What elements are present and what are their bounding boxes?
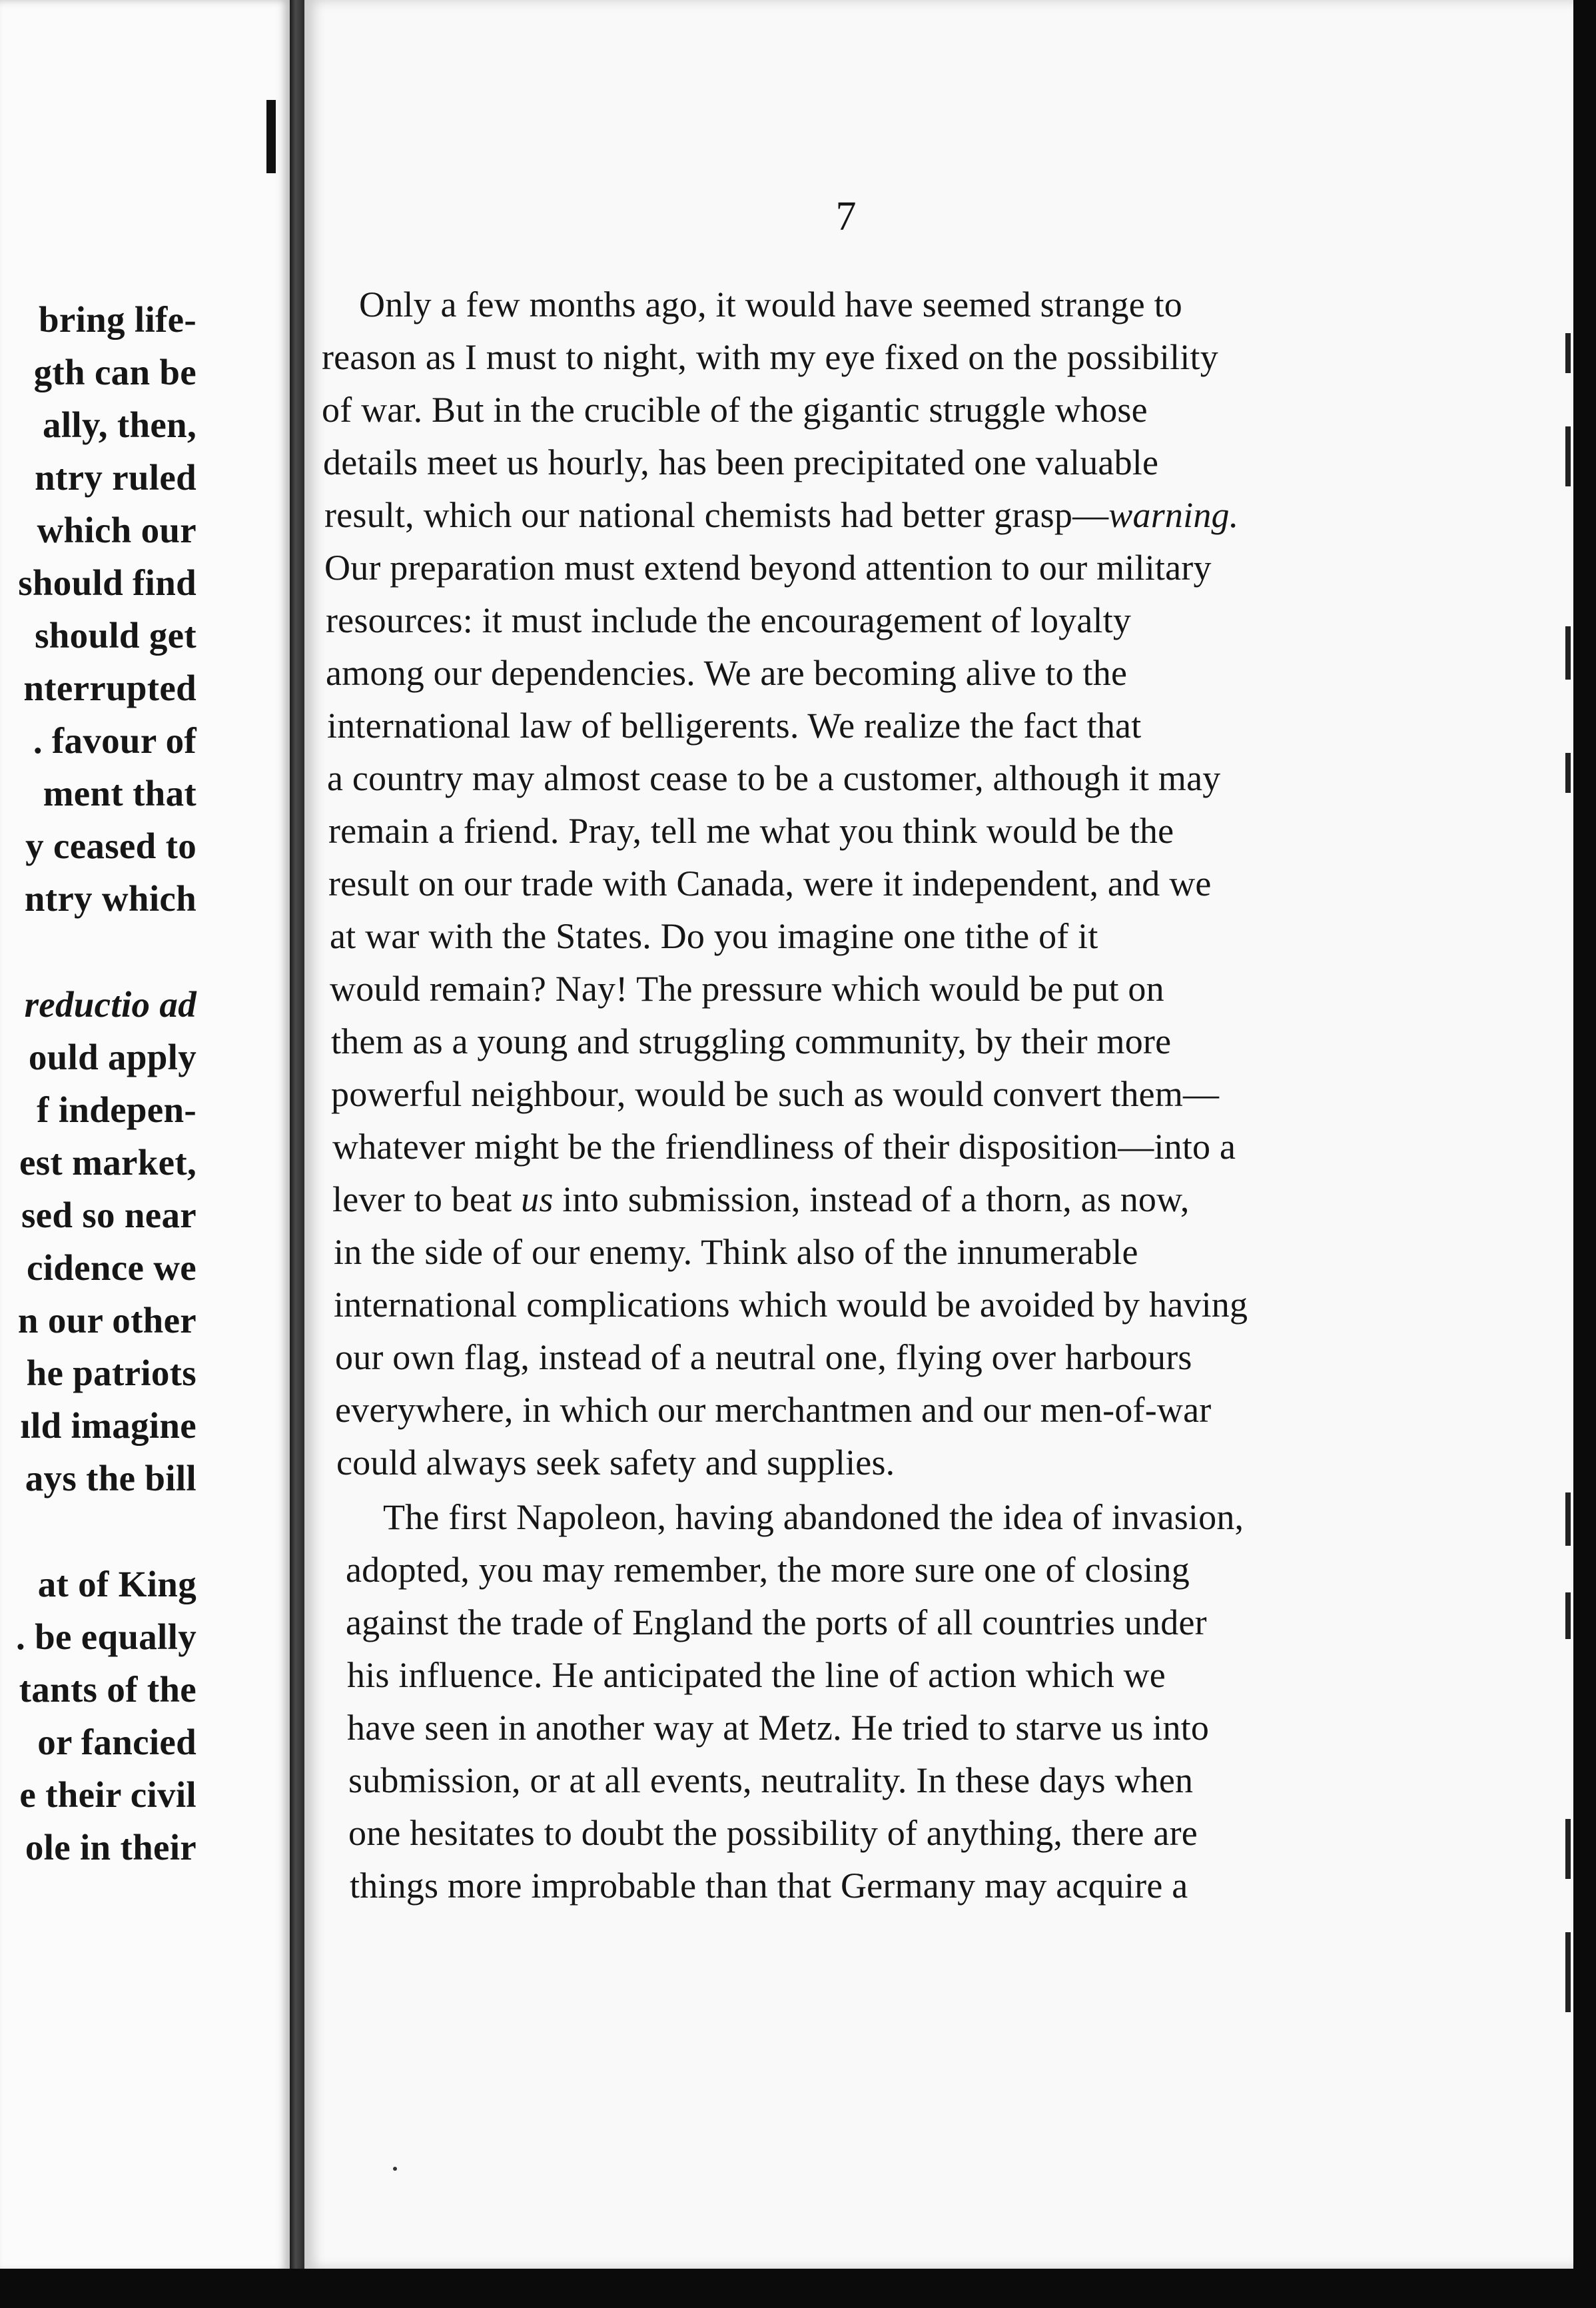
gutter-shadow-mark — [266, 100, 276, 173]
text-line: Our preparation must extend beyond attention to our military — [324, 548, 1212, 588]
scan-edge-mark — [1565, 1932, 1571, 2012]
text-line: would remain? Nay! The pressure which would be put on — [330, 969, 1164, 1009]
left-page-line: y ceased to — [25, 826, 197, 866]
scan-edge-mark — [1565, 1492, 1571, 1546]
scan-edge-mark — [1565, 626, 1571, 680]
scan-speck — [393, 2167, 397, 2171]
text-line: international complications which would be avoided by having — [334, 1285, 1248, 1325]
page-number: 7 — [835, 194, 857, 239]
emphasis-word: us — [521, 1179, 554, 1219]
text-run: result, which our national chemists had better grasp— — [324, 495, 1109, 535]
left-page-line: ally, then, — [43, 404, 197, 445]
left-page-line: at of King — [37, 1564, 197, 1604]
text-line: international law of belligerents. We realize the fact that — [327, 706, 1142, 746]
page-7 — [304, 0, 1573, 2269]
left-page-line: e their civil — [19, 1774, 197, 1815]
book-gutter — [290, 0, 304, 2308]
text-line: of war. But in the crucible of the gigantic struggle whose — [322, 390, 1148, 430]
text-line: his influence. He anticipated the line of action which we — [347, 1655, 1166, 1695]
text-line: our own flag, instead of a neutral one, flying over harbours — [335, 1337, 1192, 1377]
left-page-line: should find — [18, 562, 197, 603]
text-line: resources: it must include the encouragement of loyalty — [326, 600, 1132, 640]
text-line: details meet us hourly, has been precipitated one valuable — [323, 442, 1159, 482]
left-page-line: ıld imagine — [20, 1405, 197, 1446]
left-page-line: nterrupted — [23, 668, 197, 708]
left-page-line: gth can be — [33, 352, 197, 392]
left-page-line: . favour of — [33, 720, 197, 761]
scan-edge-strip — [1573, 0, 1596, 2308]
text-line: powerful neighbour, would be such as would convert them— — [331, 1074, 1220, 1114]
text-run: into submission, instead of a thorn, as now, — [553, 1179, 1190, 1219]
left-page-line: cidence we — [27, 1247, 197, 1288]
left-page-line: bring life- — [38, 299, 197, 340]
scan-bottom-strip — [0, 2269, 1596, 2308]
text-line: adopted, you may remember, the more sure one of closing — [346, 1550, 1190, 1590]
left-page-line: ntry which — [24, 878, 197, 919]
text-line: submission, or at all events, neutrality. In these days when — [348, 1760, 1194, 1800]
left-page-line: f indepen- — [37, 1089, 197, 1130]
text-line: whatever might be the friendliness of their disposition—into a — [332, 1127, 1236, 1167]
scan-edge-mark — [1565, 333, 1571, 373]
scan-edge-mark — [1565, 753, 1571, 793]
left-page-line: he patriots — [26, 1353, 197, 1393]
scan-edge-mark — [1565, 426, 1571, 486]
text-line — [332, 1181, 1190, 1217]
text-line: them as a young and struggling community, by their more — [331, 1021, 1172, 1061]
text-line: Only a few months ago, it would have seemed strange to — [359, 285, 1183, 324]
scan-edge-mark — [1565, 1592, 1571, 1639]
text-run: lever to beat — [332, 1179, 522, 1219]
text-line: in the side of our enemy. Think also of the innumerable — [334, 1232, 1138, 1272]
text-line: against the trade of England the ports of all countries under — [346, 1602, 1207, 1642]
left-page-line: n our other — [17, 1300, 197, 1341]
text-line: have seen in another way at Metz. He tried to starve us into — [347, 1708, 1210, 1748]
text-line: The first Napoleon, having abandoned the idea of invasion, — [383, 1497, 1244, 1537]
left-page-line: sed so near — [21, 1195, 197, 1235]
text-line: one hesitates to doubt the possibility of anything, there are — [348, 1813, 1198, 1853]
text-line: remain a friend. Pray, tell me what you think would be the — [328, 811, 1174, 851]
text-line: things more improbable than that Germany may acquire a — [350, 1866, 1188, 1906]
left-page-line: . be equally — [16, 1616, 197, 1657]
text-line: could always seek safety and supplies. — [336, 1442, 895, 1482]
text-line: among our dependencies. We are becoming alive to the — [326, 653, 1128, 693]
left-page-line: ays the bill — [25, 1458, 197, 1498]
left-page-line: tants of the — [19, 1669, 197, 1710]
left-page-line: ole in their — [25, 1827, 197, 1868]
text-line: result on our trade with Canada, were it independent, and we — [328, 864, 1212, 903]
left-page-line: reductio ad — [24, 984, 197, 1025]
left-page-line: ould apply — [28, 1037, 197, 1077]
text-line: a country may almost cease to be a customer, although it may — [327, 758, 1221, 798]
text-line: everywhere, in which our merchantmen and our men-of-war — [335, 1390, 1212, 1430]
text-line: reason as I must to night, with my eye fixed on the possibility — [322, 337, 1218, 377]
left-page-line: should get — [35, 615, 197, 656]
text-line: at war with the States. Do you imagine one tithe of it — [330, 916, 1098, 956]
scan-edge-mark — [1565, 1819, 1571, 1879]
left-page-line: which our — [37, 510, 197, 550]
left-page-line: ntry ruled — [35, 457, 197, 498]
left-page-line: or fancied — [37, 1722, 197, 1762]
emphasis-word: warning. — [1108, 495, 1239, 535]
text-line — [324, 497, 1238, 533]
facing-page-fragment — [0, 0, 290, 2272]
left-page-line: ment that — [43, 773, 197, 814]
left-page-line: est market, — [19, 1142, 197, 1183]
